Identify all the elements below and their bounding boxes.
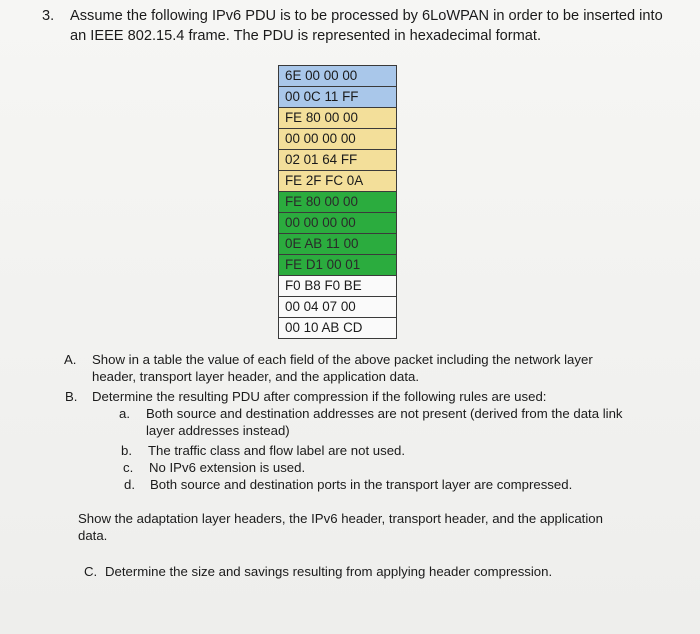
- pdu-row: [279, 276, 397, 297]
- pdu-hex-cell: FE 80 00 00: [279, 192, 397, 213]
- pdu-row: [279, 87, 397, 108]
- part-a-marker: A.: [64, 352, 77, 367]
- rule-d-marker: d.: [124, 477, 135, 492]
- rule-d-text: Both source and destination ports in the transport layer are compressed.: [150, 477, 573, 492]
- part-a-text: Show in a table the value of each field of the above packet including the network layer header, transport layer header, and the application data.: [92, 352, 593, 384]
- pdu-row: [279, 171, 397, 192]
- pdu-hex-table: [278, 65, 397, 339]
- pdu-hex-cell: FE 80 00 00: [279, 108, 397, 129]
- pdu-hex-cell: 0E AB 11 00: [279, 234, 397, 255]
- question-number: 3.: [42, 8, 55, 24]
- rule-c-marker: c.: [123, 460, 134, 475]
- pdu-row: [279, 297, 397, 318]
- pdu-row: [279, 66, 397, 87]
- rule-b-marker: b.: [121, 443, 132, 458]
- pdu-row: [279, 234, 397, 255]
- part-c-text: Determine the size and savings resulting from applying header compression.: [105, 564, 553, 579]
- pdu-row: [279, 255, 397, 276]
- part-b-text: Determine the resulting PDU after compression if the following rules are used:: [92, 389, 547, 404]
- part-b-marker: B.: [65, 389, 78, 404]
- pdu-hex-cell: F0 B8 F0 BE: [279, 276, 397, 297]
- pdu-hex-cell: 00 04 07 00: [279, 297, 397, 318]
- rule-a-marker: a.: [119, 406, 130, 421]
- pdu-hex-cell: 00 00 00 00: [279, 213, 397, 234]
- pdu-row: [279, 150, 397, 171]
- pdu-hex-cell: 00 10 AB CD: [279, 318, 397, 339]
- part-c-marker: C.: [84, 564, 98, 579]
- question-text: Assume the following IPv6 PDU is to be processed by 6LoWPAN in order to be inserted into an IEEE 802.15.4 frame. The PDU is represented in hexadecimal format.: [70, 8, 663, 44]
- rule-c-text: No IPv6 extension is used.: [149, 460, 306, 475]
- pdu-row: [279, 318, 397, 339]
- pdu-hex-cell: 6E 00 00 00: [279, 66, 397, 87]
- pdu-row: [279, 192, 397, 213]
- rule-a-text: Both source and destination addresses are not present (derived from the data link layer addresses instead): [146, 406, 623, 438]
- pdu-hex-cell: FE D1 00 01: [279, 255, 397, 276]
- pdu-row: [279, 108, 397, 129]
- pdu-row: [279, 213, 397, 234]
- follow-up-text: Show the adaptation layer headers, the IPv6 header, transport header, and the application data.: [78, 511, 603, 543]
- pdu-hex-cell: 00 00 00 00: [279, 129, 397, 150]
- pdu-hex-cell: FE 2F FC 0A: [279, 171, 397, 192]
- pdu-row: [279, 129, 397, 150]
- pdu-hex-cell: 02 01 64 FF: [279, 150, 397, 171]
- pdu-hex-cell: 00 0C 11 FF: [279, 87, 397, 108]
- rule-b-text: The traffic class and flow label are not used.: [148, 443, 406, 458]
